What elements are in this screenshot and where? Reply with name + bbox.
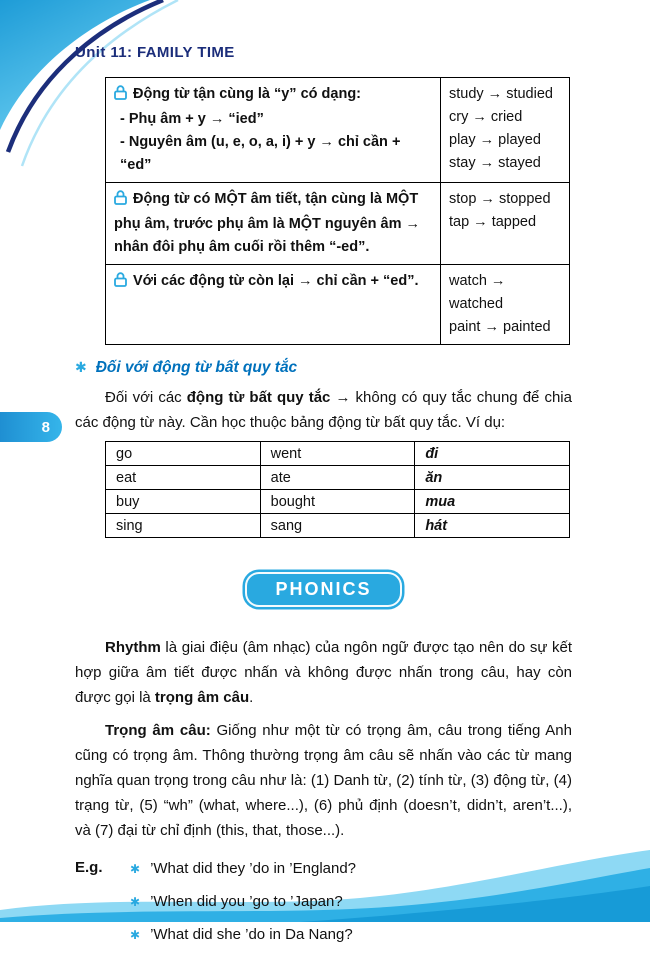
- example-text: stay → stayed: [449, 155, 541, 171]
- example-text: tap → tapped: [449, 214, 537, 230]
- paragraph-text: → không có quy tắc chung để chia các động từ này. Cần học thuộc bảng động từ bất quy tắc. Ví dụ:: [75, 389, 572, 431]
- examples-cell: [441, 78, 570, 183]
- unit-title: Unit 11: FAMILY TIME: [75, 44, 235, 61]
- page-number: 8: [41, 418, 50, 436]
- irregular-verbs-heading: [75, 359, 572, 377]
- phonics-badge-wrap: [75, 572, 572, 607]
- example-text: cry → cried: [449, 109, 523, 125]
- padlock-icon: [114, 85, 127, 108]
- example-text: study → studied: [449, 86, 553, 102]
- rule-text: Động từ tận cùng là “y” có dạng:: [133, 86, 361, 102]
- heading-text: Đối với động từ bất quy tắc: [95, 359, 298, 376]
- table-row: [106, 183, 570, 265]
- example-text: watch → watched: [449, 273, 506, 312]
- paragraph-text-bold: động từ bất quy tắc: [186, 389, 331, 406]
- paragraph-text: .: [249, 689, 254, 706]
- phonics-section-badge: PHONICS: [245, 572, 401, 607]
- table-cell: sang: [260, 514, 415, 538]
- rule-text: Với các động từ còn lại → chỉ cần + “ed”.: [133, 273, 419, 289]
- examples-block: [75, 859, 572, 958]
- table-cell: mua: [415, 490, 570, 514]
- table-cell: ăn: [415, 466, 570, 490]
- table-cell: eat: [106, 466, 261, 490]
- example-text: ’What did she ’do in Da Nang?: [150, 926, 353, 943]
- rule-text: Động từ có MỘT âm tiết, tận cùng là MỘT phụ âm, trước phụ âm là MỘT nguyên âm → nhân đôi phụ âm cuối rồi thêm “-ed”.: [114, 191, 421, 255]
- example-sentence: [130, 859, 356, 879]
- table-row: [106, 490, 570, 514]
- example-text: stop → stopped: [449, 191, 551, 207]
- table-cell: go: [106, 442, 261, 466]
- paragraph-text: Đối với các: [105, 389, 187, 406]
- example-text: play → played: [449, 132, 541, 148]
- table-row: [106, 442, 570, 466]
- table-cell: buy: [106, 490, 261, 514]
- rule-cell: [106, 183, 441, 265]
- eg-label: E.g.: [75, 859, 103, 876]
- padlock-icon: [114, 272, 127, 295]
- paragraph-text-bold: trọng âm câu: [154, 689, 250, 706]
- star-icon: ✱: [130, 862, 141, 876]
- examples-cell: [441, 265, 570, 345]
- paragraph-text: là giai điệu (âm nhạc) của ngôn ngữ được tạo nên do sự kết hợp giữa âm tiết được nhấn và không được nhấn trong câu, hay còn được gọi là: [75, 639, 572, 706]
- paragraph-text-bold: Trọng âm câu:: [105, 722, 211, 739]
- star-icon: ✱: [130, 895, 141, 909]
- examples-cell: [441, 183, 570, 265]
- paragraph-text-bold: Rhythm: [105, 639, 161, 656]
- table-cell: đi: [415, 442, 570, 466]
- table-cell: hát: [415, 514, 570, 538]
- irregular-intro-paragraph: [75, 385, 572, 435]
- table-cell: bought: [260, 490, 415, 514]
- example-text: paint → painted: [449, 319, 551, 335]
- padlock-icon: [114, 190, 127, 213]
- example-text: ’What did they ’do in ’England?: [150, 860, 357, 877]
- table-cell: sing: [106, 514, 261, 538]
- table-row: [106, 78, 570, 183]
- example-sentence: [130, 892, 356, 912]
- rule-cell: [106, 78, 441, 183]
- rule-line: [114, 83, 432, 108]
- example-sentence: [130, 925, 356, 945]
- star-icon: ✱: [75, 359, 87, 375]
- sentence-stress-paragraph: [75, 718, 572, 843]
- table-row: [106, 466, 570, 490]
- example-list: [130, 859, 356, 958]
- past-tense-rules-table: [105, 77, 570, 345]
- example-text: ’When did you ’go to ’Japan?: [150, 893, 343, 910]
- rule-text: - Nguyên âm (u, e, o, a, i) + y → chỉ cần + “ed”: [120, 134, 401, 173]
- table-cell: went: [260, 442, 415, 466]
- rule-cell: [106, 265, 441, 345]
- table-cell: ate: [260, 466, 415, 490]
- star-icon: ✱: [130, 928, 141, 942]
- rule-text: - Phụ âm + y → “ied”: [120, 111, 264, 127]
- table-row: [106, 514, 570, 538]
- irregular-verbs-table: [105, 441, 570, 538]
- table-row: [106, 265, 570, 345]
- paragraph-text: Giống như một từ có trọng âm, câu trong tiếng Anh cũng có trọng âm. Thông thường trọng âm câu sẽ nhấn vào các từ mang nghĩa quan trọng trong câu như là: (1) Danh từ, (2) tính từ, (3) động từ, (4) trạng từ, (5) “wh” (what, where...), (6) phủ định (doesn’t, didn’t, aren’t...), và (7) đại từ chỉ định (this, that, those...).: [75, 722, 572, 839]
- rhythm-paragraph: [75, 635, 572, 710]
